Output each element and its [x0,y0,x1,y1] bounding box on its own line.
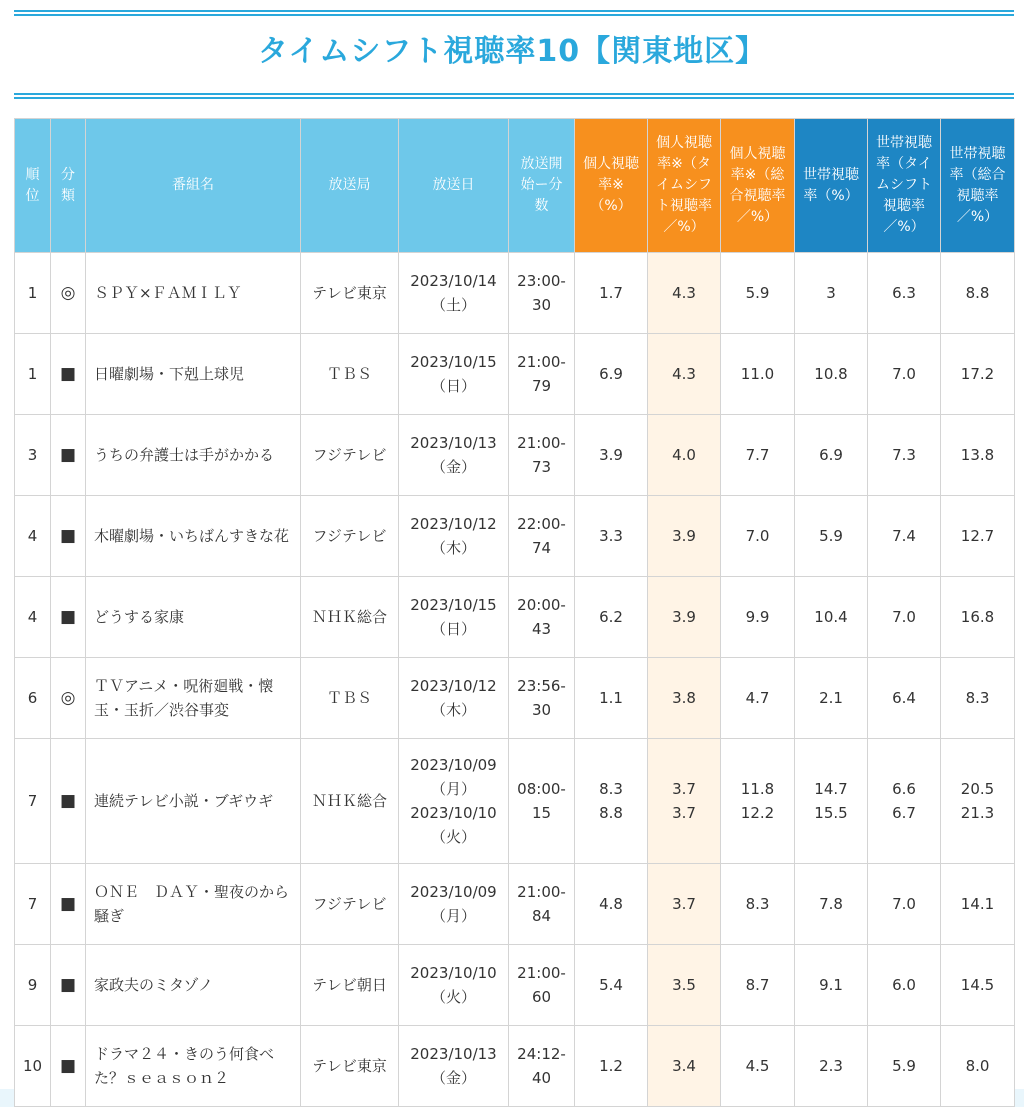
household-rating-cell: 9.1 [795,945,868,1026]
household-timeshift-cell: 7.4 [868,496,941,577]
household-timeshift-cell: 7.0 [868,864,941,945]
header-category: 分類 [51,119,86,253]
personal-total-cell: 4.5 [721,1026,795,1107]
personal-timeshift-cell: 4.3 [648,334,721,415]
household-rating-cell: 6.9 [795,415,868,496]
personal-total-cell: 11.0 [721,334,795,415]
table-row [15,945,1015,1026]
personal-total-cell: 4.7 [721,658,795,739]
time-cell: 20:00- 43 [509,577,575,658]
category-cell: ■ [51,945,86,1026]
household-rating-cell: 7.8 [795,864,868,945]
station-cell: ＮＨＫ総合 [301,577,399,658]
header-date: 放送日 [399,119,509,253]
category-cell: ■ [51,864,86,945]
household-total-cell: 12.7 [941,496,1015,577]
household-total-cell: 13.8 [941,415,1015,496]
time-cell: 22:00- 74 [509,496,575,577]
household-timeshift-cell: 6.4 [868,658,941,739]
program-name-cell: どうする家康 [86,577,301,658]
date-cell: 2023/10/15 （日） [399,577,509,658]
header-personal-timeshift: 個人視聴率※（タイムシフト視聴率／%） [648,119,721,253]
table-row [15,1026,1015,1107]
program-name-cell: ＯＮＥ ＤＡＹ・聖夜のから騒ぎ [86,864,301,945]
page-title: タイムシフト視聴率10【関東地区】 [257,34,767,69]
rank-cell: 6 [15,658,51,739]
rank-cell: 3 [15,415,51,496]
station-cell: テレビ朝日 [301,945,399,1026]
household-rating-cell: 14.7 15.5 [795,739,868,864]
personal-rating-cell: 5.4 [575,945,648,1026]
rank-cell: 7 [15,739,51,864]
station-cell: テレビ東京 [301,253,399,334]
household-timeshift-cell: 7.0 [868,334,941,415]
time-cell: 21:00- 60 [509,945,575,1026]
table-row [15,739,1015,864]
program-name-cell: 日曜劇場・下剋上球児 [86,334,301,415]
household-rating-cell: 2.1 [795,658,868,739]
table-row [15,253,1015,334]
rank-cell: 4 [15,496,51,577]
time-cell: 23:56- 30 [509,658,575,739]
date-cell: 2023/10/10 （火） [399,945,509,1026]
time-cell: 24:12- 40 [509,1026,575,1107]
station-cell: ＮＨＫ総合 [301,739,399,864]
time-cell: 21:00- 84 [509,864,575,945]
household-rating-cell: 3 [795,253,868,334]
station-cell: フジテレビ [301,864,399,945]
date-cell: 2023/10/13 （金） [399,415,509,496]
program-name-cell: ドラマ２４・きのう何食べた？ｓｅａｓｏｎ２ [86,1026,301,1107]
rank-cell: 7 [15,864,51,945]
title-bottom-rule [14,93,1014,99]
household-total-cell: 16.8 [941,577,1015,658]
date-cell: 2023/10/09 （月） [399,864,509,945]
station-cell: フジテレビ [301,415,399,496]
household-timeshift-cell: 6.6 6.7 [868,739,941,864]
personal-rating-cell: 1.7 [575,253,648,334]
household-total-cell: 8.0 [941,1026,1015,1107]
header-household-rating: 世帯視聴率（%） [795,119,868,253]
category-cell: ■ [51,334,86,415]
personal-rating-cell: 8.3 8.8 [575,739,648,864]
table-row [15,415,1015,496]
category-cell: ◎ [51,253,86,334]
personal-timeshift-cell: 4.0 [648,415,721,496]
header-household-total: 世帯視聴率（総合視聴率／%） [941,119,1015,253]
header-household-timeshift: 世帯視聴率（タイムシフト視聴率／%） [868,119,941,253]
personal-timeshift-cell: 3.8 [648,658,721,739]
household-rating-cell: 5.9 [795,496,868,577]
household-timeshift-cell: 6.3 [868,253,941,334]
date-cell: 2023/10/15 （日） [399,334,509,415]
table-row [15,658,1015,739]
personal-rating-cell: 4.8 [575,864,648,945]
category-cell: ■ [51,496,86,577]
personal-timeshift-cell: 3.7 3.7 [648,739,721,864]
personal-timeshift-cell: 4.3 [648,253,721,334]
household-total-cell: 14.1 [941,864,1015,945]
header-station: 放送局 [301,119,399,253]
date-cell: 2023/10/13 （金） [399,1026,509,1107]
personal-timeshift-cell: 3.9 [648,496,721,577]
personal-total-cell: 11.8 12.2 [721,739,795,864]
ratings-table [14,118,1015,1107]
program-name-cell: 連続テレビ小説・ブギウギ [86,739,301,864]
personal-total-cell: 9.9 [721,577,795,658]
program-name-cell: 家政夫のミタゾノ [86,945,301,1026]
table-header-row [15,119,1015,253]
household-total-cell: 8.3 [941,658,1015,739]
header-personal-rating: 個人視聴率※（%） [575,119,648,253]
personal-total-cell: 8.7 [721,945,795,1026]
table-row [15,334,1015,415]
household-total-cell: 14.5 [941,945,1015,1026]
date-cell: 2023/10/12 （木） [399,658,509,739]
rank-cell: 10 [15,1026,51,1107]
table-row [15,864,1015,945]
category-cell: ◎ [51,658,86,739]
personal-total-cell: 7.7 [721,415,795,496]
rank-cell: 9 [15,945,51,1026]
table-row [15,496,1015,577]
personal-rating-cell: 6.9 [575,334,648,415]
personal-timeshift-cell: 3.7 [648,864,721,945]
time-cell: 23:00- 30 [509,253,575,334]
personal-total-cell: 8.3 [721,864,795,945]
personal-rating-cell: 6.2 [575,577,648,658]
rank-cell: 4 [15,577,51,658]
rank-cell: 1 [15,253,51,334]
household-rating-cell: 10.8 [795,334,868,415]
title-top-rule [14,10,1014,16]
program-name-cell: うちの弁護士は手がかかる [86,415,301,496]
time-cell: 21:00- 73 [509,415,575,496]
station-cell: ＴＢＳ [301,658,399,739]
header-program: 番組名 [86,119,301,253]
program-name-cell: ＳＰＹ×ＦＡＭＩＬＹ [86,253,301,334]
category-cell: ■ [51,415,86,496]
category-cell: ■ [51,577,86,658]
personal-rating-cell: 1.1 [575,658,648,739]
date-cell: 2023/10/09 （月） 2023/10/10 （火） [399,739,509,864]
personal-timeshift-cell: 3.4 [648,1026,721,1107]
header-rank: 順位 [15,119,51,253]
household-rating-cell: 2.3 [795,1026,868,1107]
header-start-time: 放送開始ー分数 [509,119,575,253]
station-cell: ＴＢＳ [301,334,399,415]
time-cell: 21:00- 79 [509,334,575,415]
station-cell: テレビ東京 [301,1026,399,1107]
personal-timeshift-cell: 3.5 [648,945,721,1026]
station-cell: フジテレビ [301,496,399,577]
date-cell: 2023/10/14 （土） [399,253,509,334]
household-total-cell: 17.2 [941,334,1015,415]
personal-total-cell: 7.0 [721,496,795,577]
personal-total-cell: 5.9 [721,253,795,334]
personal-timeshift-cell: 3.9 [648,577,721,658]
category-cell: ■ [51,1026,86,1107]
table-row [15,577,1015,658]
personal-rating-cell: 1.2 [575,1026,648,1107]
personal-rating-cell: 3.3 [575,496,648,577]
header-personal-total: 個人視聴率※（総合視聴率／%） [721,119,795,253]
household-rating-cell: 10.4 [795,577,868,658]
time-cell: 08:00- 15 [509,739,575,864]
household-total-cell: 20.5 21.3 [941,739,1015,864]
program-name-cell: ＴＶアニメ・呪術廻戦・懐玉・玉折／渋谷事変 [86,658,301,739]
household-timeshift-cell: 7.0 [868,577,941,658]
personal-rating-cell: 3.9 [575,415,648,496]
program-name-cell: 木曜劇場・いちばんすきな花 [86,496,301,577]
household-timeshift-cell: 6.0 [868,945,941,1026]
rank-cell: 1 [15,334,51,415]
household-total-cell: 8.8 [941,253,1015,334]
household-timeshift-cell: 7.3 [868,415,941,496]
household-timeshift-cell: 5.9 [868,1026,941,1107]
category-cell: ■ [51,739,86,864]
date-cell: 2023/10/12 （木） [399,496,509,577]
